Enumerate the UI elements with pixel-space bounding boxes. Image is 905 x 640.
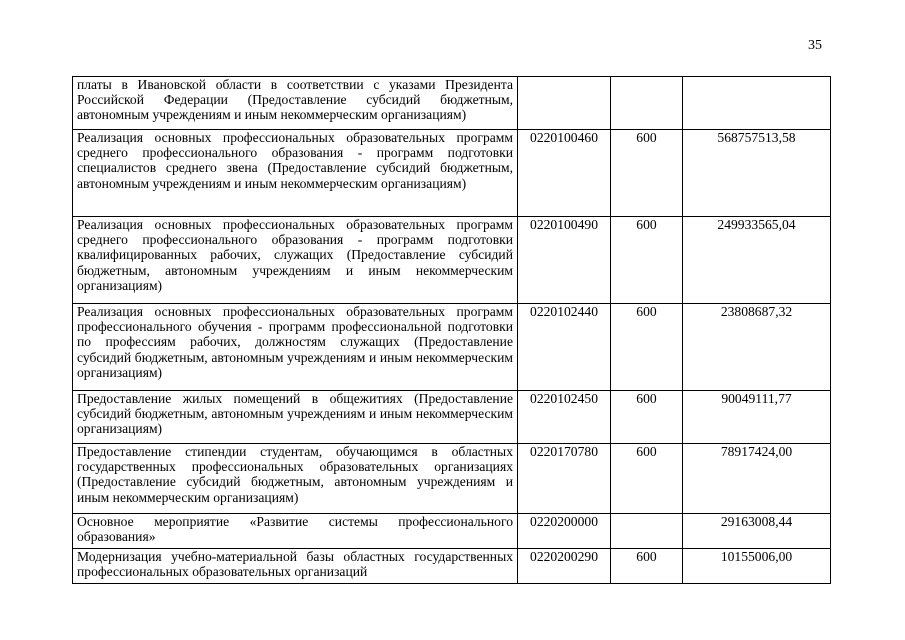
expense-type-cell	[611, 77, 683, 130]
program-code-cell	[518, 77, 611, 130]
expense-type-cell: 600	[611, 217, 683, 304]
table-row	[73, 391, 831, 444]
table-row	[73, 77, 831, 130]
program-code-cell: 0220200000	[518, 514, 611, 549]
item-name-cell: Реализация основных профессиональных образовательных программ среднего профессионального образования - программ подготовки специалистов среднего звена (Предоставление субсидий бюджетным, автономным учреждениям и иным некоммерческим организациям)	[73, 130, 518, 217]
amount-cell: 10155006,00	[683, 549, 831, 584]
program-code-cell: 0220100460	[518, 130, 611, 217]
expense-type-cell: 600	[611, 549, 683, 584]
item-name-cell: Предоставление стипендии студентам, обучающимся в областных государственных профессиональных образовательных организациях (Предоставление субсидий бюджетным, автономным учреждениям и иным некоммерческим организациям)	[73, 444, 518, 514]
item-name-cell: Предоставление жилых помещений в общежитиях (Предоставление субсидий бюджетным, автономным учреждениям и иным некоммерческим организациям)	[73, 391, 518, 444]
item-name-cell: Модернизация учебно-материальной базы областных государственных профессиональных образовательных организаций	[73, 549, 518, 584]
program-code-cell: 0220170780	[518, 444, 611, 514]
item-name-cell: Реализация основных профессиональных образовательных программ профессионального обучения - программ профессиональной подготовки по профессиям рабочих, должностям служащих (Предоставление субсидий бюджетным, автономным учреждениям и иным некоммерческим организациям)	[73, 304, 518, 391]
expense-type-cell: 600	[611, 304, 683, 391]
table-row	[73, 549, 831, 584]
program-code-cell: 0220200290	[518, 549, 611, 584]
expense-type-cell	[611, 514, 683, 549]
item-name-cell: платы в Ивановской области в соответствии с указами Президента Российской Федерации (Предоставление субсидий бюджетным, автономным учреждениям и иным некоммерческим организациям)	[73, 77, 518, 130]
table-row	[73, 304, 831, 391]
amount-cell: 568757513,58	[683, 130, 831, 217]
table-row	[73, 217, 831, 304]
page-number: 35	[808, 38, 822, 53]
expense-type-cell: 600	[611, 444, 683, 514]
expense-type-cell: 600	[611, 130, 683, 217]
table-row	[73, 130, 831, 217]
amount-cell: 78917424,00	[683, 444, 831, 514]
program-code-cell: 0220100490	[518, 217, 611, 304]
amount-cell: 23808687,32	[683, 304, 831, 391]
program-code-cell: 0220102450	[518, 391, 611, 444]
amount-cell: 29163008,44	[683, 514, 831, 549]
item-name-cell: Основное мероприятие «Развитие системы профессионального образования»	[73, 514, 518, 549]
table-row	[73, 444, 831, 514]
expense-type-cell: 600	[611, 391, 683, 444]
amount-cell: 90049111,77	[683, 391, 831, 444]
table-row	[73, 514, 831, 549]
budget-table	[72, 76, 831, 584]
program-code-cell: 0220102440	[518, 304, 611, 391]
amount-cell	[683, 77, 831, 130]
item-name-cell: Реализация основных профессиональных образовательных программ среднего профессионального образования - программ подготовки квалифицированных рабочих, служащих (Предоставление субсидий бюджетным, автономным учреждениям и иным некоммерческим организациям)	[73, 217, 518, 304]
amount-cell: 249933565,04	[683, 217, 831, 304]
